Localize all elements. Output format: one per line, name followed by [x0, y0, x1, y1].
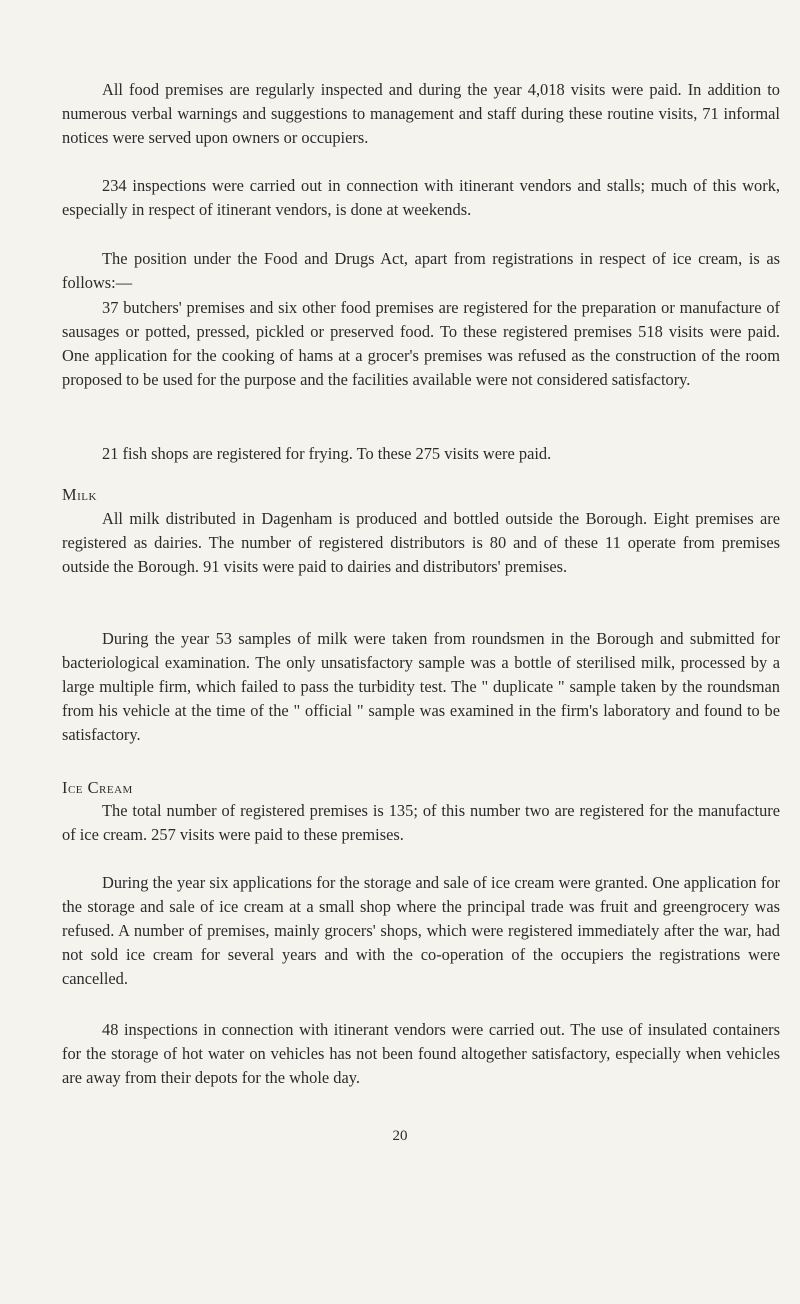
- paragraph-butchers-premises: [62, 296, 780, 392]
- paragraph-text: The total number of registered premises is 135; of this number two are registered for the manufacture of ice cream. 257 visits were paid to these premises.: [62, 801, 780, 844]
- paragraph-text: During the year six applications for the storage and sale of ice cream were granted. One application for the storage and sale of ice cream at a small shop where the principal trade was fruit and greengrocery was refused. A number of premises, mainly grocers' shops, which were registered immediately after the war, had not sold ice cream for several years and with the co-operation of the occupiers the registrations were cancelled.: [62, 873, 780, 988]
- paragraph-food-premises: [62, 78, 780, 150]
- paragraph-text: The position under the Food and Drugs Act, apart from registrations in respect of ice cream, is as follows:—: [62, 249, 780, 292]
- paragraph-text: 234 inspections were carried out in connection with itinerant vendors and stalls; much of this work, especially in respect of itinerant vendors, is done at weekends.: [62, 176, 780, 219]
- paragraph-ice-cream-premises: [62, 799, 780, 847]
- paragraph-milk-samples: [62, 627, 780, 747]
- paragraph-food-and-drugs-act: [62, 247, 780, 295]
- paragraph-ice-cream-applications: [62, 871, 780, 991]
- paragraph-itinerant-vendors: [62, 174, 780, 222]
- section-heading-ice-cream: Ice Cream: [62, 778, 133, 797]
- paragraph-text: All milk distributed in Dagenham is produced and bottled outside the Borough. Eight premises are registered as dairies. The number of registered distributors is 80 and of these 11 operate from premises outside the Borough. 91 visits were paid to dairies and distributors' premises.: [62, 509, 780, 576]
- paragraph-fish-shops: [62, 442, 780, 466]
- paragraph-ice-cream-vendors: [62, 1018, 780, 1090]
- section-heading-milk: Milk: [62, 485, 97, 504]
- paragraph-text: 21 fish shops are registered for frying. To these 275 visits were paid.: [102, 444, 552, 463]
- paragraph-milk-distribution: [62, 507, 780, 579]
- page-number: 20: [392, 1128, 408, 1144]
- paragraph-text: All food premises are regularly inspected and during the year 4,018 visits were paid. In addition to numerous verbal warnings and suggestions to management and staff during these routine visits, 71 informal notices were served upon owners or occupiers.: [62, 80, 780, 147]
- paragraph-text: During the year 53 samples of milk were taken from roundsmen in the Borough and submitted for bacteriological examination. The only unsatisfactory sample was a bottle of sterilised milk, processed by a large multiple firm, which failed to pass the turbidity test. The " duplicate " sample taken by the roundsman from his vehicle at the time of the " official " sample was examined in the firm's laboratory and found to be satisfactory.: [62, 629, 780, 744]
- paragraph-text: 48 inspections in connection with itinerant vendors were carried out. The use of insulated containers for the storage of hot water on vehicles has not been found altogether satisfactory, especially when vehicles are away from their depots for the whole day.: [62, 1020, 780, 1087]
- paragraph-text: 37 butchers' premises and six other food premises are registered for the preparation or manufacture of sausages or potted, pressed, pickled or preserved food. To these registered premises 518 visits were paid. One application for the cooking of hams at a grocer's premises was refused as the construction of the room proposed to be used for the purpose and the facilities available were not considered satisfactory.: [62, 298, 780, 389]
